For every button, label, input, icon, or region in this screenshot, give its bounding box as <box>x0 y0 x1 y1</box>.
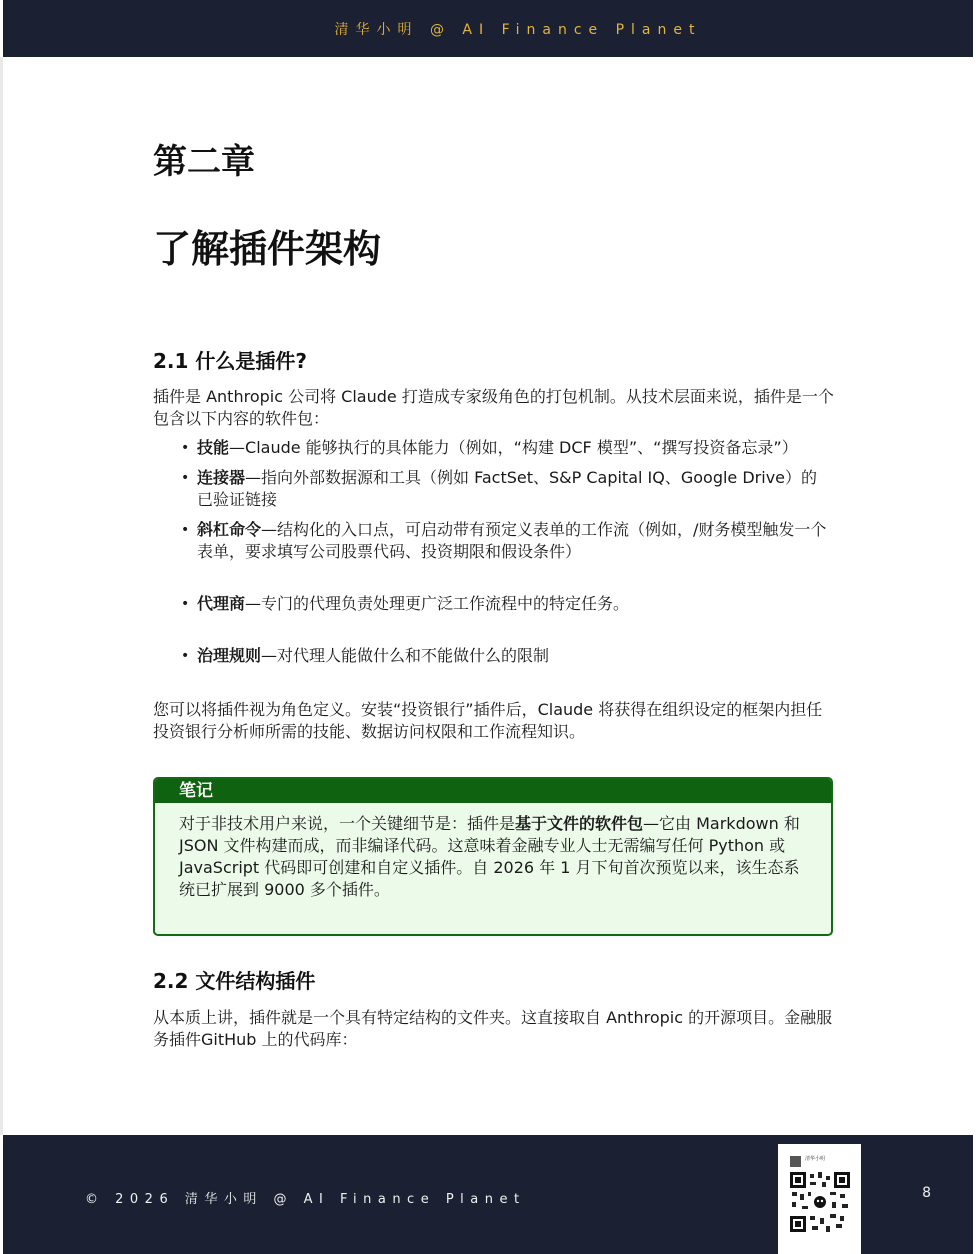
note-text-pre: 对于非技术用户来说，一个关键细节是：插件是 <box>179 814 516 833</box>
footer-bar <box>3 1135 973 1254</box>
list-item-text: —专门的代理负责处理更广泛工作流程中的特定任务。 <box>245 594 630 613</box>
list-item <box>181 437 831 459</box>
chapter-title: 了解插件架构 <box>153 227 382 271</box>
avatar <box>790 1156 801 1167</box>
section-intro: 插件是 Anthropic 公司将 Claude 打造成专家级角色的打包机制。从技术层面来说，插件是一个包含以下内容的软件包： <box>153 387 834 428</box>
list-item-text: —对代理人能做什么和不能做什么的限制 <box>261 646 550 665</box>
list-item <box>181 645 831 667</box>
list-item-term: 代理商 <box>197 594 246 613</box>
qr-code-card <box>778 1144 861 1254</box>
page-number: 8 <box>922 1185 931 1201</box>
list-item <box>181 467 831 511</box>
note-body <box>155 803 831 901</box>
list-item <box>181 593 831 615</box>
list-item-term: 治理规则 <box>197 646 262 665</box>
note-box <box>153 777 833 936</box>
chapter-number: 第二章 <box>153 142 255 182</box>
section-heading-2-2: 2.2 文件结构插件 <box>153 969 316 993</box>
component-list <box>181 437 831 667</box>
list-item <box>181 519 831 563</box>
list-item-term: 斜杠命令 <box>197 520 262 539</box>
section-heading-2-1: 2.1 什么是插件? <box>153 349 307 373</box>
note-text-post: —它由 Markdown 和 JSON 文件构建而成，而非编译代码。这意味着金融专业人士无需编写任何 Python 或 JavaScript 代码即可创建和自定义插件。自 2026 年 1 月下旬首次预览以来，该生态系统已扩展到 9000 多个插件。 <box>179 814 800 899</box>
list-item-text: —Claude 能够执行的具体能力（例如，“构建 DCF 模型”、“撰写投资备忘录”） <box>229 438 798 457</box>
qr-profile-name: 清华小明 <box>805 1156 826 1162</box>
qr-code-icon <box>790 1172 850 1232</box>
header-brand: 清华小明 @ AI Finance Planet <box>334 21 702 38</box>
footer-copyright: © 2026 清华小明 @ AI Finance Planet <box>85 1192 526 1207</box>
list-item-term: 连接器 <box>197 468 246 487</box>
list-item-term: 技能 <box>197 438 230 457</box>
note-title: 笔记 <box>155 779 831 803</box>
page-edge <box>0 57 3 1135</box>
section2-intro: 从本质上讲，插件就是一个具有特定结构的文件夹。这直接取自 Anthropic 的开源项目。金融服务插件GitHub 上的代码库： <box>153 1008 833 1049</box>
header-bar <box>3 0 973 57</box>
list-item-text: —结构化的入口点，可启动带有预定义表单的工作流（例如，/财务模型触发一个表单，要求填写公司股票代码、投资期限和假设条件） <box>197 520 827 561</box>
list-item-text: —指向外部数据源和工具（例如 FactSet、S&P Capital IQ、Google Drive）的已验证链接 <box>197 468 818 509</box>
note-text-bold: 基于文件的软件包 <box>515 814 644 833</box>
section-closing: 您可以将插件视为角色定义。安装“投资银行”插件后，Claude 将获得在组织设定的框架内担任投资银行分析师所需的技能、数据访问权限和工作流程知识。 <box>153 700 823 741</box>
